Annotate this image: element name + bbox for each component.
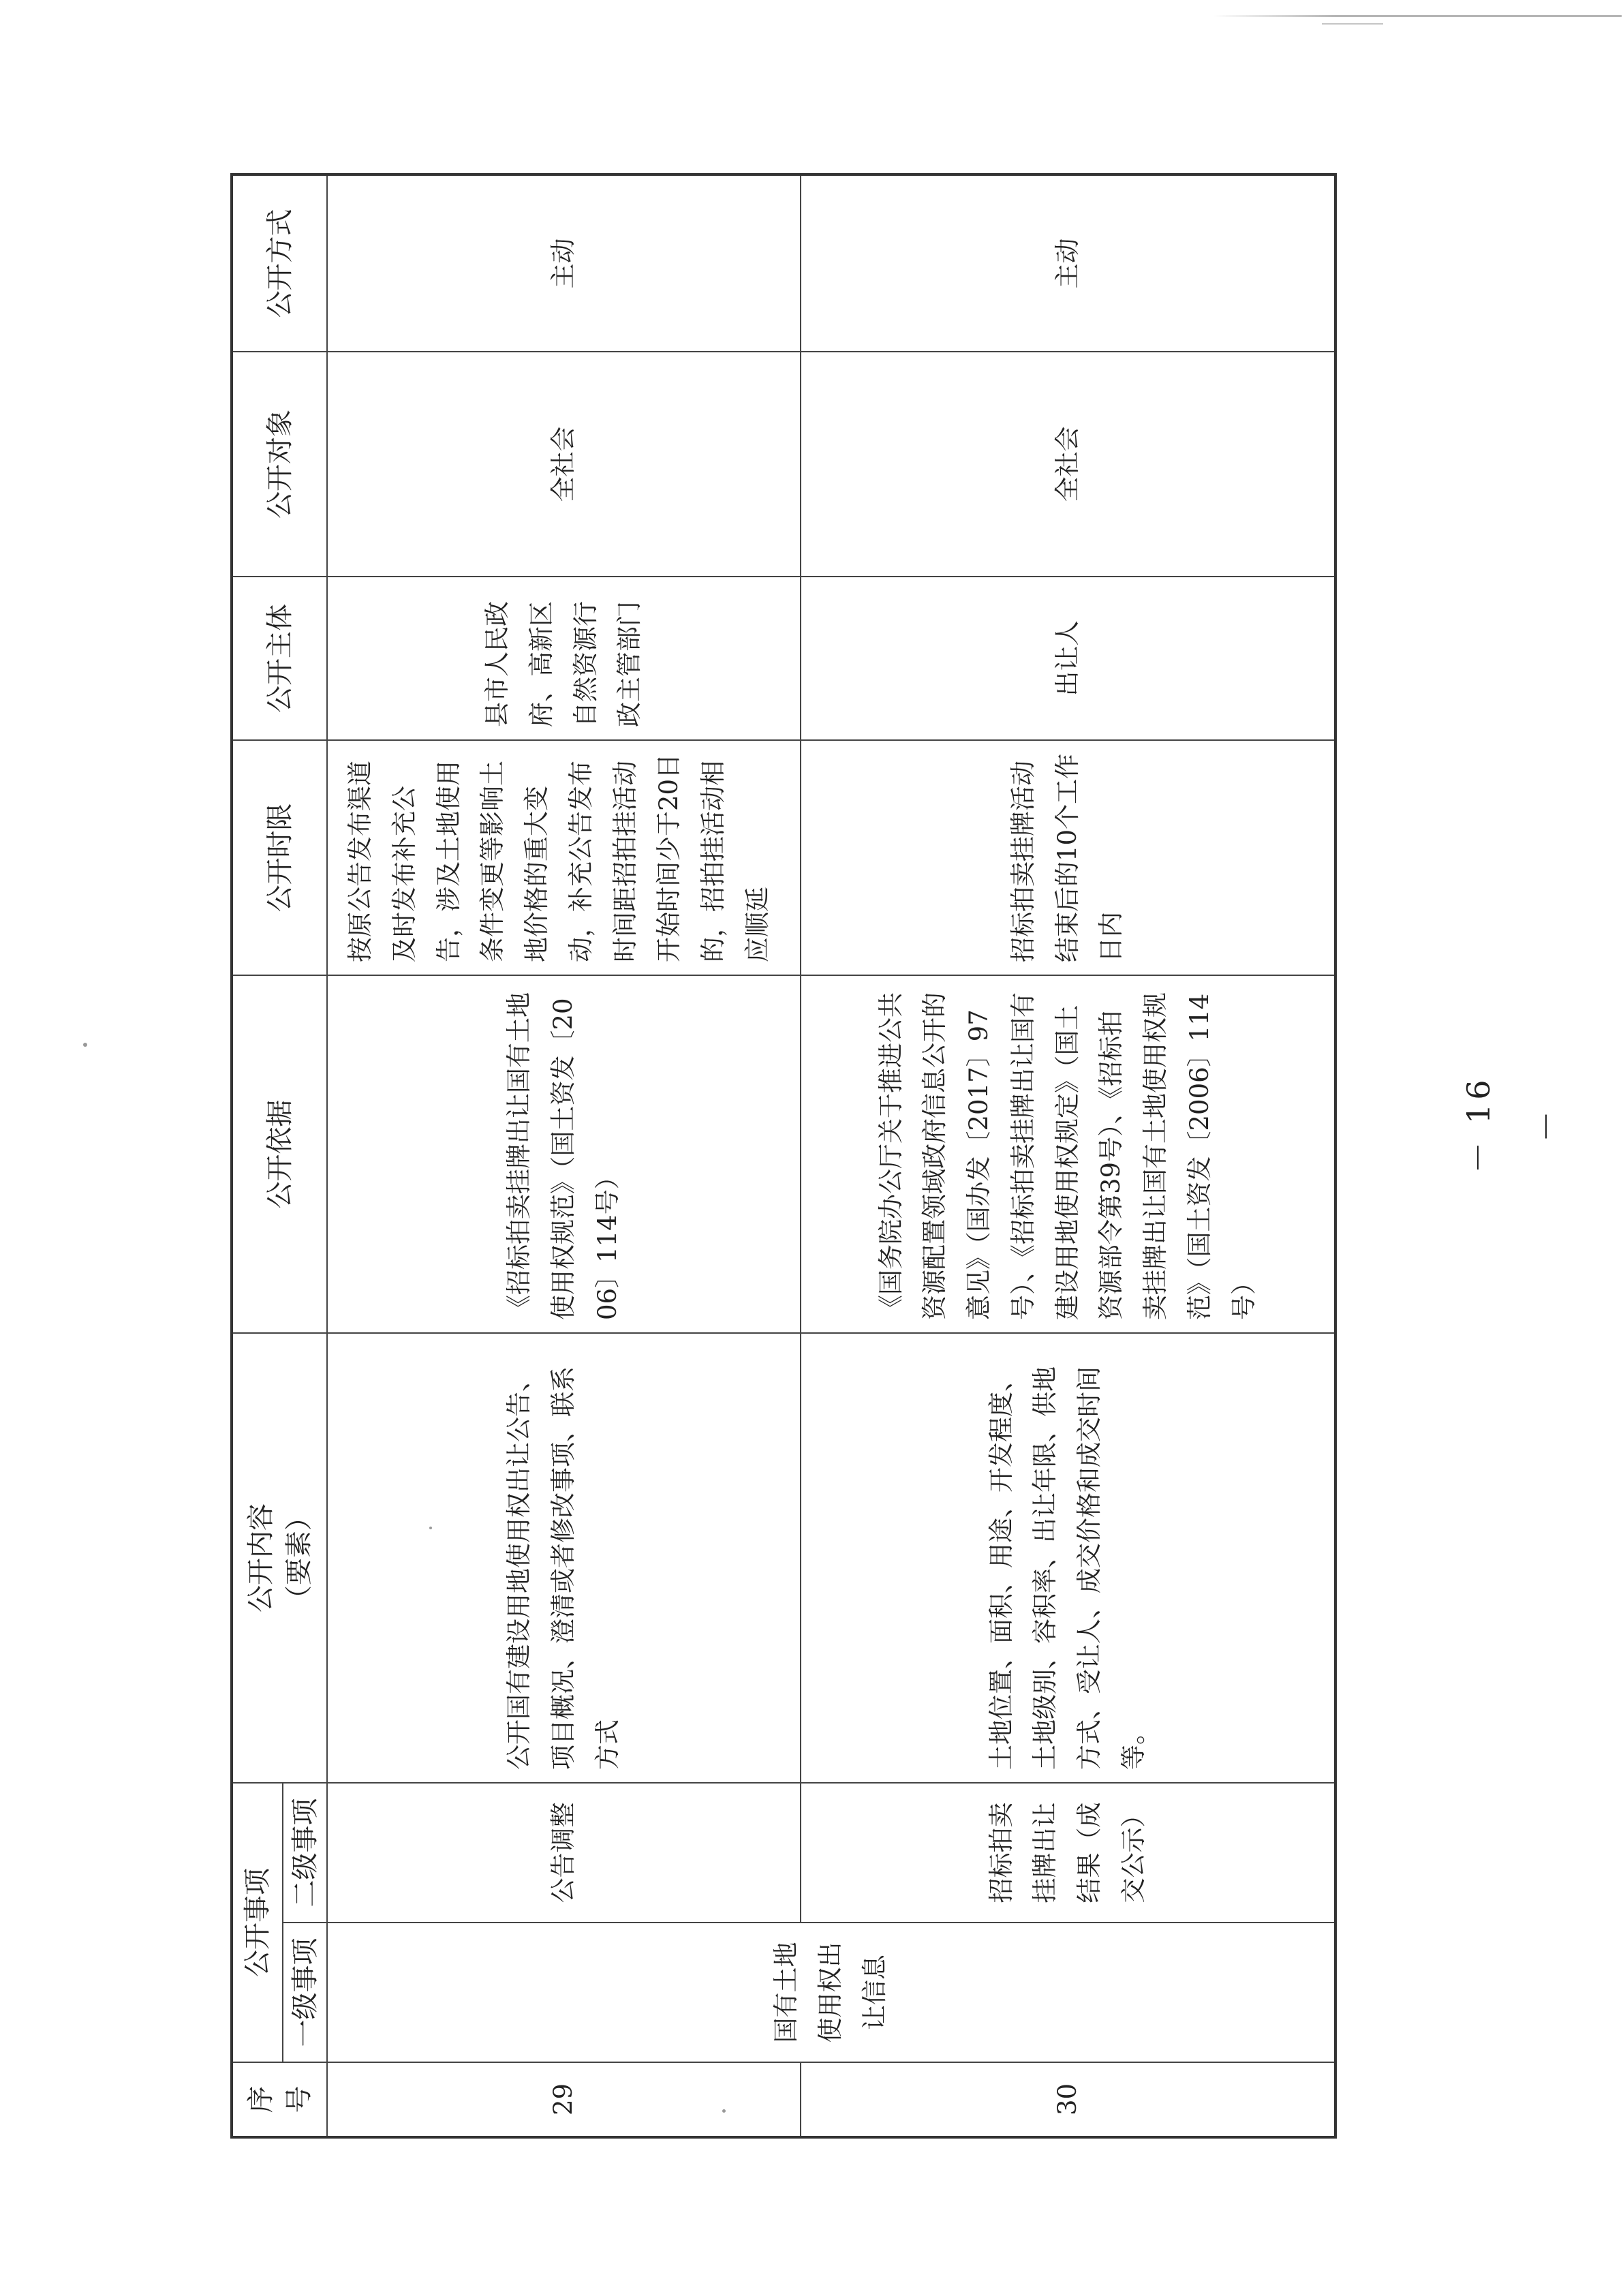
header-subject: 公开主体 [232,577,327,740]
time-limit-cell: 按原公告发布渠道及时发布补充公告，涉及土地使用条件变更等影响土地价格的重大变动，补充公告发布时间距招拍挂活动开始时间少于20日的，招拍挂活动相应顺延 [327,740,801,975]
header-matters: 公开事项 [232,1783,283,2062]
level1-matter: 国有土地使用权出让信息 [327,1923,1335,2062]
time-limit-cell: 招标拍卖挂牌活动结束后的10个工作日内 [801,740,1335,975]
basis-cell: 《国务院办公厅关于推进公共资源配置领域政府信息公开的意见》（国办发〔2017〕97号）、《招标拍卖挂牌出让国有建设用地使用权规定》（国土资源部令第39号）、《招标拍卖挂牌出让国有土地使用权规范》（国土资发〔2006〕114号） [801,975,1335,1333]
subject-cell: 县市人民政府、高新区自然资源行政主管部门 [327,577,801,740]
audience-cell: 全社会 [327,352,801,577]
level2-matter: 公告调整 [327,1783,801,1923]
level2-matter: 招标拍卖挂牌出让结果（成交公示） [801,1783,1335,1923]
header-content-label: 公开内容 [245,1503,277,1612]
page-number: － 16 － [1460,1075,1565,1174]
disclosure-table [230,173,1337,2139]
header-audience: 公开对象 [232,352,327,577]
subject-cell: 出让人 [801,577,1335,740]
basis-cell: 《招标拍卖挂牌出让国有土地使用权规范》（国土资发〔2006〕114号） [327,975,801,1333]
header-level1: 一级事项 [283,1923,327,2062]
header-method: 公开方式 [232,174,327,352]
method-cell: 主动 [801,174,1335,352]
audience-cell: 全社会 [801,352,1335,577]
method-cell: 主动 [327,174,801,352]
content-cell: 土地位置、面积、用途、开发程度、土地级别、容积率、出让年限、供地方式、受让人、成交价格和成交时间等。 [801,1333,1335,1783]
row-seq: 29 [327,2062,801,2137]
header-level2: 二级事项 [283,1783,327,1923]
content-cell: 公开国有建设用地使用权出让公告、项目概况、澄清或者修改事项、联系方式 [327,1333,801,1783]
table-header [232,174,327,2137]
header-seq: 序号 [232,2062,327,2137]
scan-edge-mark [1322,23,1383,25]
scan-edge-line [1213,15,1622,17]
header-content [232,1333,327,1783]
table-row [327,174,801,2137]
row-seq: 30 [801,2062,1335,2137]
disclosure-table-rotated [230,176,1334,2139]
header-basis: 公开依据 [232,975,327,1333]
header-time-limit: 公开时限 [232,740,327,975]
scan-speck [83,1043,87,1047]
header-content-sub: （要素） [283,1503,315,1612]
table-row [801,174,1335,2137]
